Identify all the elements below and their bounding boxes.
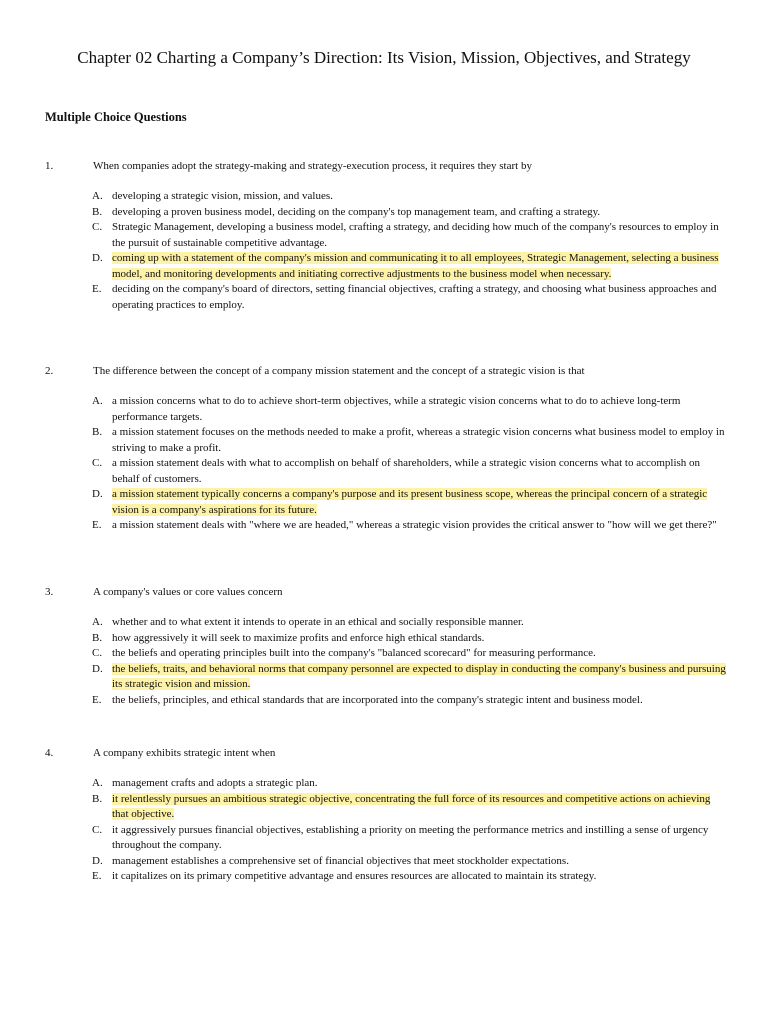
option-text-block (112, 693, 728, 709)
option-text-block (112, 189, 728, 205)
question-3 (45, 584, 735, 708)
answer-options (45, 189, 735, 313)
option-text: management establishes a comprehensive set of financial objectives that meet stockholder expectations. (112, 854, 569, 867)
option-text: it aggressively pursues financial objectives, establishing a priority on meeting the performance metrics and instilling a sense of urgency throughout the company. (112, 823, 709, 851)
option-text-block (112, 518, 728, 534)
question-stem (45, 584, 735, 600)
option-text-block (112, 394, 728, 425)
option-letter: D. (92, 662, 103, 675)
answer-option-c (45, 220, 735, 251)
answer-option-b (45, 631, 735, 647)
option-letter: E. (92, 283, 102, 295)
question-4 (45, 745, 735, 885)
answer-options (45, 776, 735, 885)
answer-option-a (45, 394, 735, 425)
answer-option-e (45, 693, 735, 709)
option-text-block (112, 425, 728, 456)
option-letter: B. (92, 631, 103, 644)
answer-option-c (45, 456, 735, 487)
option-text-block (112, 615, 728, 631)
answer-option-e (45, 869, 735, 885)
option-letter: C. (92, 823, 103, 836)
option-text-block (112, 631, 728, 647)
option-letter: C. (92, 221, 103, 233)
option-letter: D. (92, 854, 103, 867)
question-number: 2. (45, 365, 54, 377)
option-text: developing a strategic vision, mission, and values. (112, 190, 333, 202)
question-stem (45, 745, 735, 761)
option-letter: E. (92, 519, 102, 531)
option-letter: A. (92, 190, 103, 202)
option-letter: D. (92, 252, 103, 264)
highlighted-answer-text: coming up with a statement of the company's mission and communicating it to all employees, Strategic Management, selecting a business model, and monitoring developments and initiating corrective adjustments to the business model when necessary. (112, 252, 719, 280)
option-text-block (112, 662, 728, 693)
answer-option-a (45, 776, 735, 792)
option-text-block (112, 869, 728, 885)
option-letter: C. (92, 647, 103, 659)
option-text: a mission statement deals with what to accomplish on behalf of shareholders, while a strategic vision concerns what to accomplish on behalf of customers. (112, 457, 701, 485)
answer-options (45, 615, 735, 708)
answer-option-d (45, 854, 735, 870)
answer-options (45, 394, 735, 534)
option-text: a mission concerns what to do to achieve short-term objectives, while a strategic vision concerns what to do to achieve long-term performance targets. (112, 395, 681, 423)
option-letter: E. (92, 693, 102, 706)
question-text: The difference between the concept of a company mission statement and the concept of a strategic vision is that (93, 365, 585, 377)
answer-option-d (45, 251, 735, 282)
option-text-block (112, 220, 728, 251)
question-stem (45, 158, 735, 174)
section-heading: Multiple Choice Questions (45, 110, 187, 124)
option-text: developing a proven business model, deciding on the company's top management team, and crafting a strategy. (112, 205, 601, 218)
option-letter: A. (92, 395, 103, 407)
option-letter: A. (92, 616, 103, 628)
option-text: it capitalizes on its primary competitive advantage and ensures resources are allocated to maintain its strategy. (112, 870, 597, 882)
option-text: management crafts and adopts a strategic plan. (112, 777, 318, 789)
option-letter: B. (92, 205, 103, 218)
page-title: Chapter 02 Charting a Company’s Direction: Its Vision, Mission, Objectives, and Strategy (77, 48, 691, 67)
option-text-block (112, 251, 728, 282)
question-1 (45, 158, 735, 313)
option-letter: B. (92, 792, 103, 805)
option-text-block (112, 487, 728, 518)
option-text-block (112, 456, 728, 487)
option-letter: B. (92, 426, 103, 438)
option-text-block (112, 854, 728, 870)
answer-option-e (45, 282, 735, 313)
option-text: a mission statement focuses on the methods needed to make a profit, whereas a strategic vision concerns what business model to employ in striving to make a profit. (112, 426, 725, 454)
option-letter: E. (92, 870, 102, 882)
option-text-block (112, 646, 728, 662)
answer-option-d (45, 487, 735, 518)
question-number: 4. (45, 747, 54, 759)
option-text-block (112, 823, 728, 854)
question-text: When companies adopt the strategy-making and strategy-execution process, it requires they start by (93, 160, 532, 172)
answer-option-a (45, 189, 735, 205)
answer-option-c (45, 823, 735, 854)
option-text-block (112, 776, 728, 792)
answer-option-c (45, 646, 735, 662)
question-number: 3. (45, 586, 54, 598)
question-text: A company exhibits strategic intent when (93, 747, 276, 759)
answer-option-e (45, 518, 735, 534)
option-text: deciding on the company's board of directors, setting financial objectives, crafting a strategy, and choosing what business approaches and operating practices to employ. (112, 283, 717, 311)
option-text-block (112, 205, 728, 221)
highlighted-answer-text: a mission statement typically concerns a company's purpose and its present business scope, whereas the principal concern of a strategic vision is a company's aspirations for its future. (112, 488, 708, 516)
question-stem (45, 363, 735, 379)
highlighted-answer-text: the beliefs, traits, and behavioral norms that company personnel are expected to display in conducting the company's business and pursuing its strategic vision and mission. (112, 662, 726, 690)
question-2 (45, 363, 735, 534)
option-letter: D. (92, 488, 103, 500)
option-text: whether and to what extent it intends to operate in an ethical and socially responsible manner. (112, 616, 524, 628)
option-text: Strategic Management, developing a business model, crafting a strategy, and deciding how much of the company's resources to employ in the pursuit of sustainable competitive advantage. (112, 221, 719, 249)
answer-option-b (45, 205, 735, 221)
answer-option-b (45, 425, 735, 456)
option-text: a mission statement deals with "where we are headed," whereas a strategic vision provides the critical answer to "how will we get there?" (112, 519, 717, 531)
option-text: how aggressively it will seek to maximize profits and enforce high ethical standards. (112, 631, 485, 644)
answer-option-d (45, 662, 735, 693)
answer-option-b (45, 792, 735, 823)
option-text-block (112, 792, 728, 823)
option-text-block (112, 282, 728, 313)
option-text: the beliefs and operating principles built into the company's "balanced scorecard" for measuring performance. (112, 647, 596, 659)
question-text: A company's values or core values concern (93, 586, 283, 598)
option-text: the beliefs, principles, and ethical standards that are incorporated into the company's strategic intent and business model. (112, 693, 643, 706)
highlighted-answer-text: it relentlessly pursues an ambitious strategic objective, concentrating the full force of its resources and competitive actions on achieving that objective. (112, 792, 711, 820)
option-letter: A. (92, 777, 103, 789)
answer-option-a (45, 615, 735, 631)
option-letter: C. (92, 457, 103, 469)
question-number: 1. (45, 160, 54, 172)
